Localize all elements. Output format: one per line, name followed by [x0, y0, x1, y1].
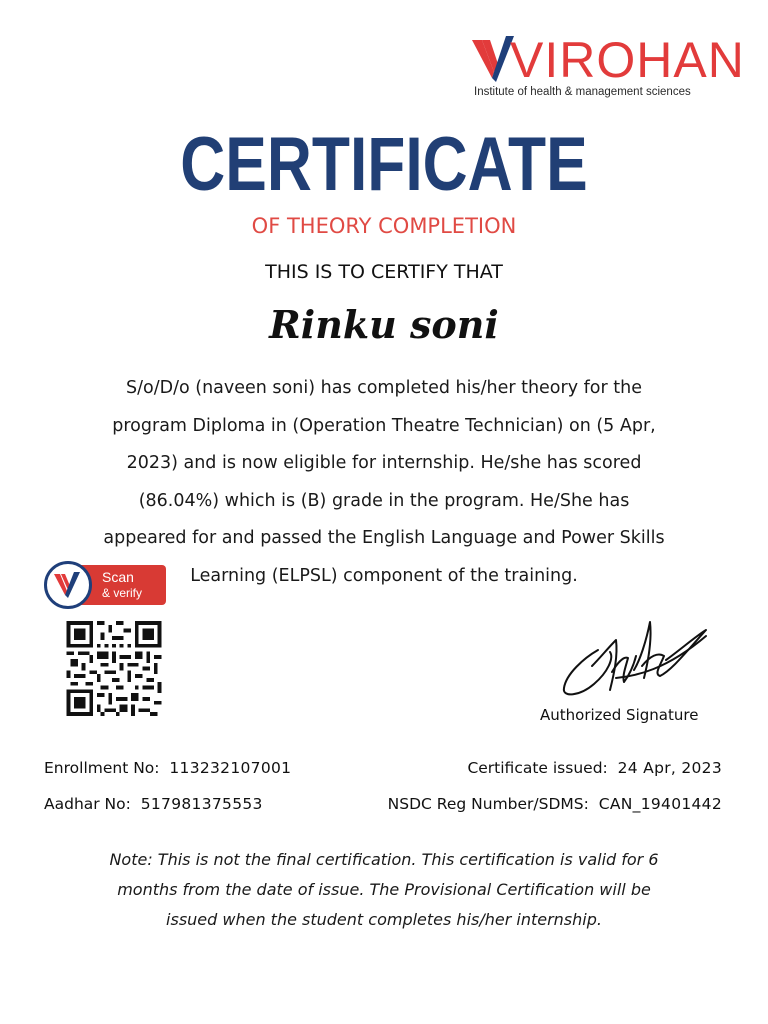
nsdc-value: CAN_19401442 — [598, 795, 722, 813]
aadhar-value: 517981375553 — [140, 795, 263, 813]
aadhar-number — [44, 793, 263, 815]
scan-verify-badge[interactable] — [44, 561, 166, 609]
enrollment-value: 113232107001 — [169, 759, 292, 777]
virohan-logo — [472, 32, 745, 102]
enrollment-label: Enrollment No: — [44, 759, 160, 777]
issued-value: 24 Apr, 2023 — [617, 759, 722, 777]
nsdc-label: NSDC Reg Number/SDMS: — [387, 795, 589, 813]
issued-label: Certificate issued: — [467, 759, 608, 777]
brand-wordmark: VIROHAN — [510, 32, 745, 88]
certify-line: THIS IS TO CERTIFY THAT — [265, 261, 503, 283]
recipient-name: Rinku soni — [269, 302, 499, 347]
certificate-issued — [467, 757, 722, 779]
enrollment-number — [44, 757, 291, 779]
aadhar-label: Aadhar No: — [44, 795, 131, 813]
verify-label: & verify — [102, 586, 143, 600]
certificate-body: S/o/D/o (naveen soni) has completed his/her theory for the program Diploma in (Operation Theatre Technician) on (5 Apr, 2023) and is now eligible for internship. He/she has scored (86.04%) which is (B) grade in the program. He/She has appeared for and passed the English Language and Power Skills Learning (ELPSL) component of the training. — [103, 378, 665, 586]
qr-code-icon[interactable] — [64, 621, 164, 716]
signature-image — [556, 612, 716, 702]
certificate-note: Note: This is not the final certification. This certification is valid for 6 months from the date of issue. The Provisional Certification will be issued when the student completes his/her internship. — [109, 850, 659, 929]
scan-label: Scan — [102, 569, 134, 585]
nsdc-reg-number — [388, 793, 722, 815]
certificate-subtitle: OF THEORY COMPLETION — [251, 214, 517, 238]
virohan-v-icon — [44, 561, 92, 609]
certificate-title: CERTIFICATE — [180, 122, 588, 207]
authorized-signature-label: Authorized Signature — [540, 706, 699, 724]
brand-tagline: Institute of health & management sciences — [474, 86, 691, 98]
